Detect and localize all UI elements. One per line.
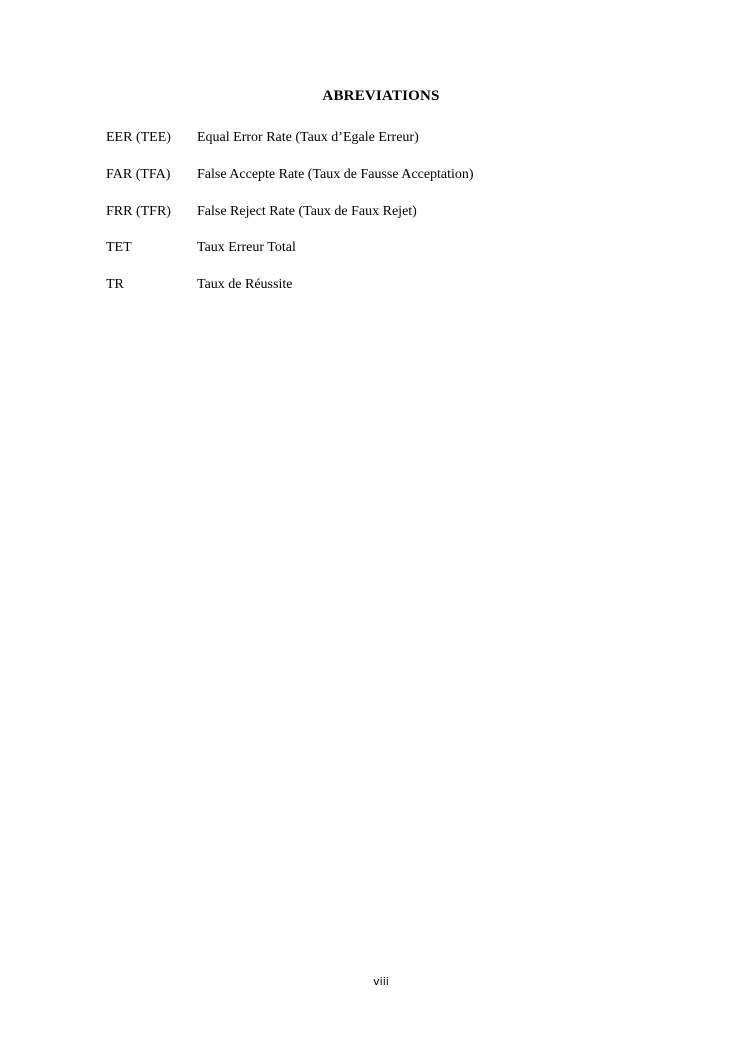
abbreviation-term: EER (TEE) [106,130,171,145]
abbreviation-row [106,165,474,202]
abbreviation-row [106,128,474,165]
abbreviation-term: TET [106,240,132,256]
abbreviation-definition: Taux de Réussite [197,277,293,293]
abbreviation-definition: Equal Error Rate (Taux d’Egale Erreur) [197,130,419,145]
abbreviation-row [106,275,474,312]
abbreviation-term: FRR (TFR) [106,203,171,219]
page-number: viii [373,975,389,988]
abbreviation-list [106,128,474,312]
abbreviation-term: TR [106,277,124,293]
abbreviation-definition: False Reject Rate (Taux de Faux Rejet) [197,203,417,219]
page-title: ABREVIATIONS [322,88,440,104]
abbreviation-definition: Taux Erreur Total [197,240,296,256]
abbreviation-row [106,238,474,275]
abbreviation-definition: False Accepte Rate (Taux de Fausse Acceptation) [197,166,474,182]
abbreviation-term: FAR (TFA) [106,166,171,182]
abbreviation-row [106,202,474,239]
